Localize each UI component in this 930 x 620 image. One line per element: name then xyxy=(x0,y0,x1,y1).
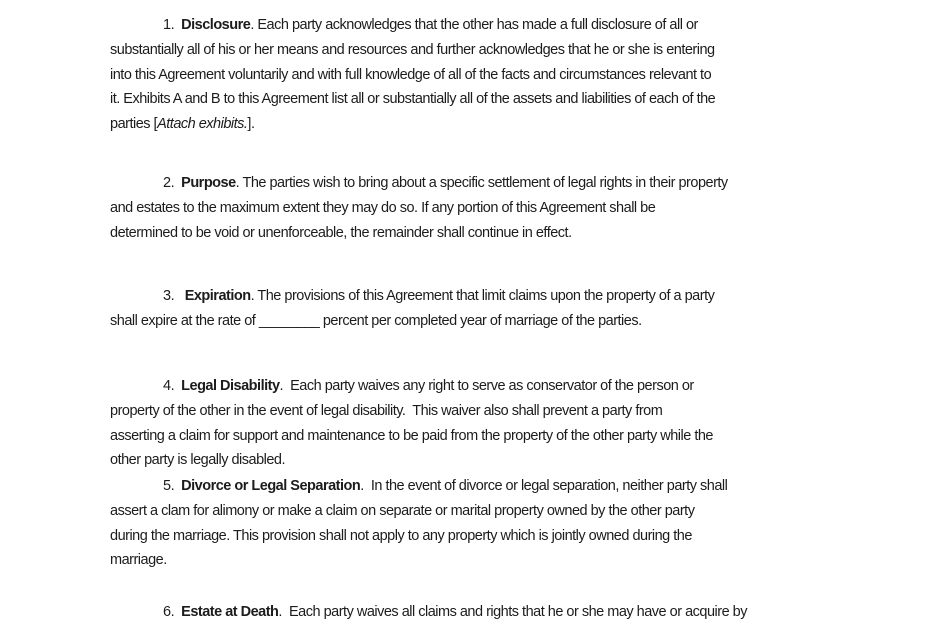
clause-italic-note: Attach exhibits. xyxy=(157,116,248,133)
clause-heading: Disclosure xyxy=(181,17,251,33)
clause-heading: Divorce or Legal Separation xyxy=(181,478,361,494)
clause-heading: Purpose xyxy=(181,175,236,191)
paragraph-disclosure xyxy=(110,13,930,137)
paragraph-purpose xyxy=(110,171,930,245)
clause-body-text: . The parties wish to bring about a specific settlement of legal rights in their property and estates to the maximum extent they may do so. If any portion of this Agreement shall be determined to be void or unenforceable, the remainder shall continue in effect. xyxy=(110,175,728,241)
clause-body-text: . In the event of divorce or legal separation, neither party shall assert a clam for alimony or make a claim on separate or marital property owned by the other party during the marriage. This provision shall not apply to any property which is jointly owned during the marriage. xyxy=(110,478,728,569)
clause-number: 6. xyxy=(163,604,182,620)
clause-number: 2. xyxy=(163,175,182,191)
clause-heading: Estate at Death xyxy=(181,604,279,620)
paragraph-legal-disability xyxy=(110,374,930,473)
clause-number: 1. xyxy=(163,17,182,33)
clause-body-text: . Each party waives all claims and rights that he or she may have or acquire by xyxy=(278,604,747,620)
paragraph-estate-at-death xyxy=(110,600,930,620)
paragraph-expiration xyxy=(110,284,930,334)
clause-number: 4. xyxy=(163,378,182,394)
clause-number: 3. xyxy=(163,288,185,304)
clause-body-tail: ]. xyxy=(247,116,255,133)
clause-body-text: . The provisions of this Agreement that limit claims upon the property of a party shall expire at the rate of ________ percent per completed year of marriage of the parties. xyxy=(110,288,715,329)
clause-body-text: . Each party acknowledges that the other has made a full disclosure of all or substantially all of his or her means and resources and further acknowledges that he or she is entering into this Agreement voluntarily and with full knowledge of all of the facts and circumstances relevant to it. Exhibits A and B to this Agreement list all or substantially all of the assets and liabilities of each of the parties [ xyxy=(110,17,716,133)
paragraph-divorce-or-legal-separation xyxy=(110,474,930,573)
clause-body-text: . Each party waives any right to serve as conservator of the person or property of the other in the event of legal disability. This waiver also shall prevent a party from asserting a claim for support and maintenance to be paid from the property of the other party while the other party is legally disabled. xyxy=(110,378,713,469)
clause-number: 5. xyxy=(163,478,182,494)
clause-heading: Legal Disability xyxy=(181,378,280,394)
clause-heading: Expiration xyxy=(184,288,251,304)
